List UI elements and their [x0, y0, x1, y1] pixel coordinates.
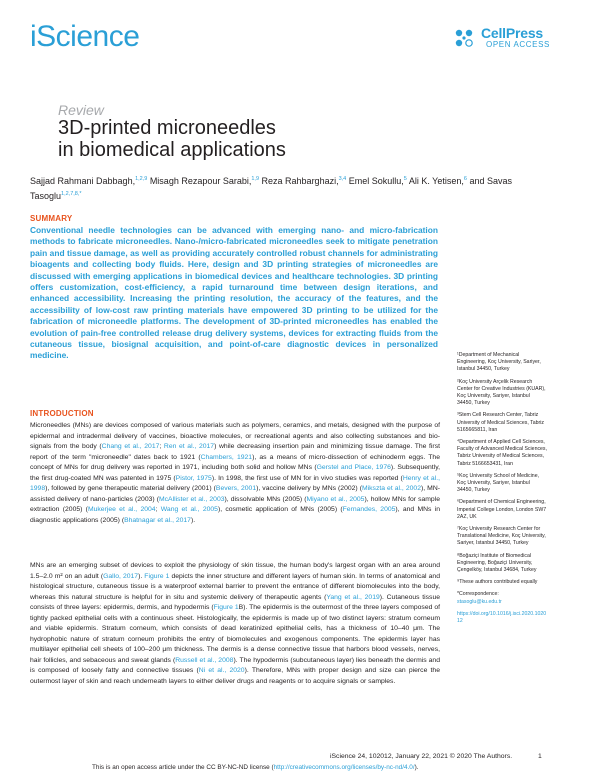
author-name: and Savas Tasoglu: [30, 176, 512, 201]
cellpress-logo-icon: [452, 26, 476, 50]
body-text: Microneedles (MNs) are devices composed of various materials such as polymers, ceramics, and metals, designed with the purpose of epidermal and intradermal delivery of vaccines, bioactive molecules, or recreational agents and also collecting substances and bio-signals from the body (: [30, 422, 440, 450]
reference-link[interactable]: Gallo, 2017: [103, 572, 139, 580]
affiliation-item: ⁸Boğaziçi Institute of Biomedical Engineering, Boğaziçi University, Çengelköy, Istanbul 34684, Turkey: [457, 552, 537, 574]
author-name: Reza Rahbarghazi,: [259, 176, 339, 186]
license-text: This is an open access article under the CC BY-NC-ND license (: [92, 764, 274, 771]
body-text: depicts the inner structure and different layers of human skin. In terms of anatomical and histological structure, cutaneous tissue is a waterproof external barrier to prevent the entrance of different biomolecules into the body, whereas this natural structure is helpful for in situ and systemic delivery of therapeutic agents (: [30, 572, 440, 601]
body-text: MNs are an emerging subset of devices to exploit the physiology of skin tissue, the human body's largest organ with an area around 1.5–2.0 m² on an adult (: [30, 562, 440, 580]
open-access-label: OPEN ACCESS: [486, 40, 550, 49]
affiliation-item: ⁵Koç University School of Medicine, Koç University, Sariyer, Istanbul 34450, Turkey: [457, 472, 540, 494]
body-text: ), followed by gene therapeutic material delivery (2001) (: [45, 485, 216, 492]
author-affiliation-marker[interactable]: 1,2,7,8,*: [61, 191, 82, 197]
body-text: ). Therefore, MNs with proper design and size can pierce the outermost layer of skin and reach underneath layers to either deliver drugs and reagents or to acquire signals or samples.: [30, 667, 440, 685]
body-text: B). The epidermis is the outermost of the three layers composed of tightly packed epithelial cells with a continuous sheet. Histologically, the epidermis is made up of two distinct layers: stratum corneum and viable epidermis. Stratum corneum, which consists of dead keratinized epithelial cells, has a thickness of 10–40 μm. The hydrophobic nature of stratum corneum prohibits the entry of biomolecules and exogenous components. The epidermis layer has multilayer epithelial cell sheets of 100–200 μm thickness. The dermis is a dense connective tissue that harbors blood vessels, nerves, hair follicles, and sebaceous and sweat glands (: [30, 604, 440, 664]
publisher-name: CellPress: [481, 25, 544, 41]
page-number: 1: [538, 753, 542, 760]
introduction-paragraph-1: [30, 421, 440, 526]
author-list: [30, 173, 545, 203]
author-name: Misagh Rezapour Sarabi,: [147, 176, 252, 186]
body-text: ), and MNs in diagnostic applications (2005) (: [30, 506, 441, 524]
body-text: ), hollow MNs for sample extraction (2005) (: [30, 495, 440, 513]
reference-link[interactable]: Mikszta et al., 2002: [361, 485, 421, 492]
body-text: ). The hypodermis (subcutaneous layer) lies beneath the dermis and is composed of loosely fatty and connective tissues (: [30, 656, 440, 674]
reference-link[interactable]: Wang et al., 2005: [160, 506, 218, 513]
body-text: ), cosmetic application of MNs (2005) (: [217, 506, 343, 513]
affiliation-item: *Correspondence:: [457, 591, 499, 598]
body-text: ). Subsequently, the first drug-coated MN was patented in 1975 (: [30, 464, 440, 482]
affiliations-sidebar: [457, 352, 547, 630]
body-text: ).: [138, 572, 145, 580]
author-affiliation-marker[interactable]: 6: [463, 176, 467, 182]
correspondence-email-link[interactable]: stasoglu@ku.edu.tr: [457, 598, 502, 605]
body-text: ), MN-assisted delivery of nano-particles (2003) (: [30, 485, 441, 503]
author-name: Ali K. Yetisen,: [406, 176, 464, 186]
reference-link[interactable]: Mukerjee et al., 2004: [87, 506, 156, 513]
affiliation-item: ²Koç University Arçelik Research Center for Creative Industries (KUAR), Koç University, Sariyer, Istanbul 34450, Turkey: [457, 378, 546, 407]
affiliation-item: ⁹These authors contributed equally: [457, 579, 538, 586]
citation-footer: iScience 24, 102012, January 22, 2021 © 2020 The Authors.: [330, 753, 513, 760]
reference-link[interactable]: Bevers, 2001: [215, 485, 257, 492]
affiliation-item: ⁷Koç University Research Center for Translational Medicine, Koç University, Sariyer, Istanbul 34450, Turkey: [457, 526, 546, 547]
summary-text: Conventional needle technologies can be advanced with emerging nano- and micro-fabrication methods to fabricate microneedles. Nano-/micro-fabricated microneedles seek to mitigate penetration pain and tissue damage, as well as providing accurately controlled robust channels for administrating bioagents and collecting body fluids. Here, design and 3D printing strategies of microneedles are discussed with emerging applications in biomedical devices and healthcare technologies. 3D printing offers customization, cost-efficiency, a rapid turnaround time between design iterations, and enhanced accessibility. Increasing the printing resolution, the accuracy of the features, and the accessibility of low-cost raw printing materials have empowered 3D printing to be utilized for the fabrication of microneedle platforms. The development of 3D-printed microneedles has enabled the evolution of pain-free controlled release drug delivery systems, devices for extracting fluids from the cutaneous tissue, biosignal acquisition, and point-of-care diagnostic devices in personalized medicine.: [30, 225, 438, 361]
reference-link[interactable]: Ni et al., 2020: [198, 667, 245, 674]
license-footer: [92, 764, 419, 771]
introduction-paragraph-2: [30, 561, 440, 687]
license-link[interactable]: http://creativecommons.org/licenses/by-nc-nd/4.0/: [273, 764, 415, 771]
doi-link[interactable]: https://doi.org/10.1016/j.isci.2020.102012: [457, 610, 547, 625]
body-text: ), as a means of micro-dissection of echinoderm eggs. The concept of MNs for drug delivery was reported in 1971, including both solid and hollow MNs (: [30, 453, 440, 471]
affiliation-item: ⁴Department of Applied Cell Sciences, Faculty of Advanced Medical Sciences, Tabriz University of Medical Sciences, Tabriz 5166653431, Iran: [457, 439, 547, 467]
body-text: ) while decreasing insertion pain and minimizing tissue damage. The first report of the term "microneedle" dates back to 1921 (: [30, 443, 440, 461]
author-name: Emel Sokullu,: [346, 176, 404, 186]
body-text: ).: [190, 516, 196, 524]
title-line-1: 3D-printed microneedles: [58, 117, 276, 139]
reference-link[interactable]: McAllister et al., 2003: [159, 495, 225, 503]
reference-link[interactable]: Chang et al., 2017: [101, 443, 160, 450]
affiliation-item: ⁶Department of Chemical Engineering, Imperial College London, London SW7 2AZ, UK: [457, 499, 547, 520]
author-affiliation-marker[interactable]: 1,2,9: [135, 176, 148, 182]
body-text: ). Cutaneous tissue consists of three layers: epidermis, dermis, and hypodermis (: [30, 593, 441, 611]
reference-link[interactable]: Russell et al., 2008: [175, 656, 234, 664]
affiliation-item: [457, 611, 547, 625]
body-text: ;: [159, 443, 164, 450]
author-affiliation-marker[interactable]: 1,9: [251, 176, 260, 182]
article-type: Review: [58, 102, 104, 118]
reference-link[interactable]: Chambers, 1921: [200, 453, 253, 461]
reference-link[interactable]: Bhatnagar et al., 2017: [124, 516, 191, 524]
reference-link[interactable]: Yang et al., 2019: [326, 593, 380, 601]
body-text: ), vaccine delivery by MNs (2002) (: [256, 485, 362, 492]
author-affiliation-marker[interactable]: 3,4: [338, 176, 347, 182]
affiliation-item: ¹Department of Mechanical Engineering, Koç University, Sariyer, Istanbul 34450, Turkey: [457, 352, 541, 373]
affiliation-list: [457, 352, 547, 599]
journal-name: iScience: [30, 20, 140, 53]
reference-link[interactable]: Miyano et al., 2005: [306, 495, 365, 503]
reference-link[interactable]: Gerstel and Place, 1976: [316, 464, 391, 471]
author-affiliation-marker[interactable]: 5: [403, 176, 407, 182]
introduction-heading: INTRODUCTION: [30, 409, 94, 418]
reference-link[interactable]: Figure 1: [213, 604, 239, 611]
reference-link[interactable]: Pistor, 1975: [175, 474, 212, 482]
affiliation-item: ³Stem Cell Research Center, Tabriz University of Medical Sciences, Tabriz 5165665811, Iran: [457, 412, 544, 433]
affiliation-item: [457, 599, 547, 606]
title-line-2: in biomedical applications: [58, 139, 286, 161]
license-text-end: ).: [414, 764, 419, 771]
reference-link[interactable]: Fernandes, 2005: [342, 506, 396, 513]
body-text: ), dissolvable MNs (2005) (: [224, 495, 307, 503]
reference-link[interactable]: Henry et al., 1998: [30, 474, 440, 492]
reference-link[interactable]: Ren et al., 2017: [163, 443, 215, 450]
body-text: ). In 1998, the first use of MN for in vivo studies was reported (: [211, 474, 403, 482]
body-text: ;: [155, 506, 161, 513]
article-title: [58, 117, 458, 161]
reference-link[interactable]: Figure 1: [144, 572, 170, 580]
author-name: Sajjad Rahmani Dabbagh,: [30, 176, 136, 186]
summary-heading: SUMMARY: [30, 214, 73, 223]
